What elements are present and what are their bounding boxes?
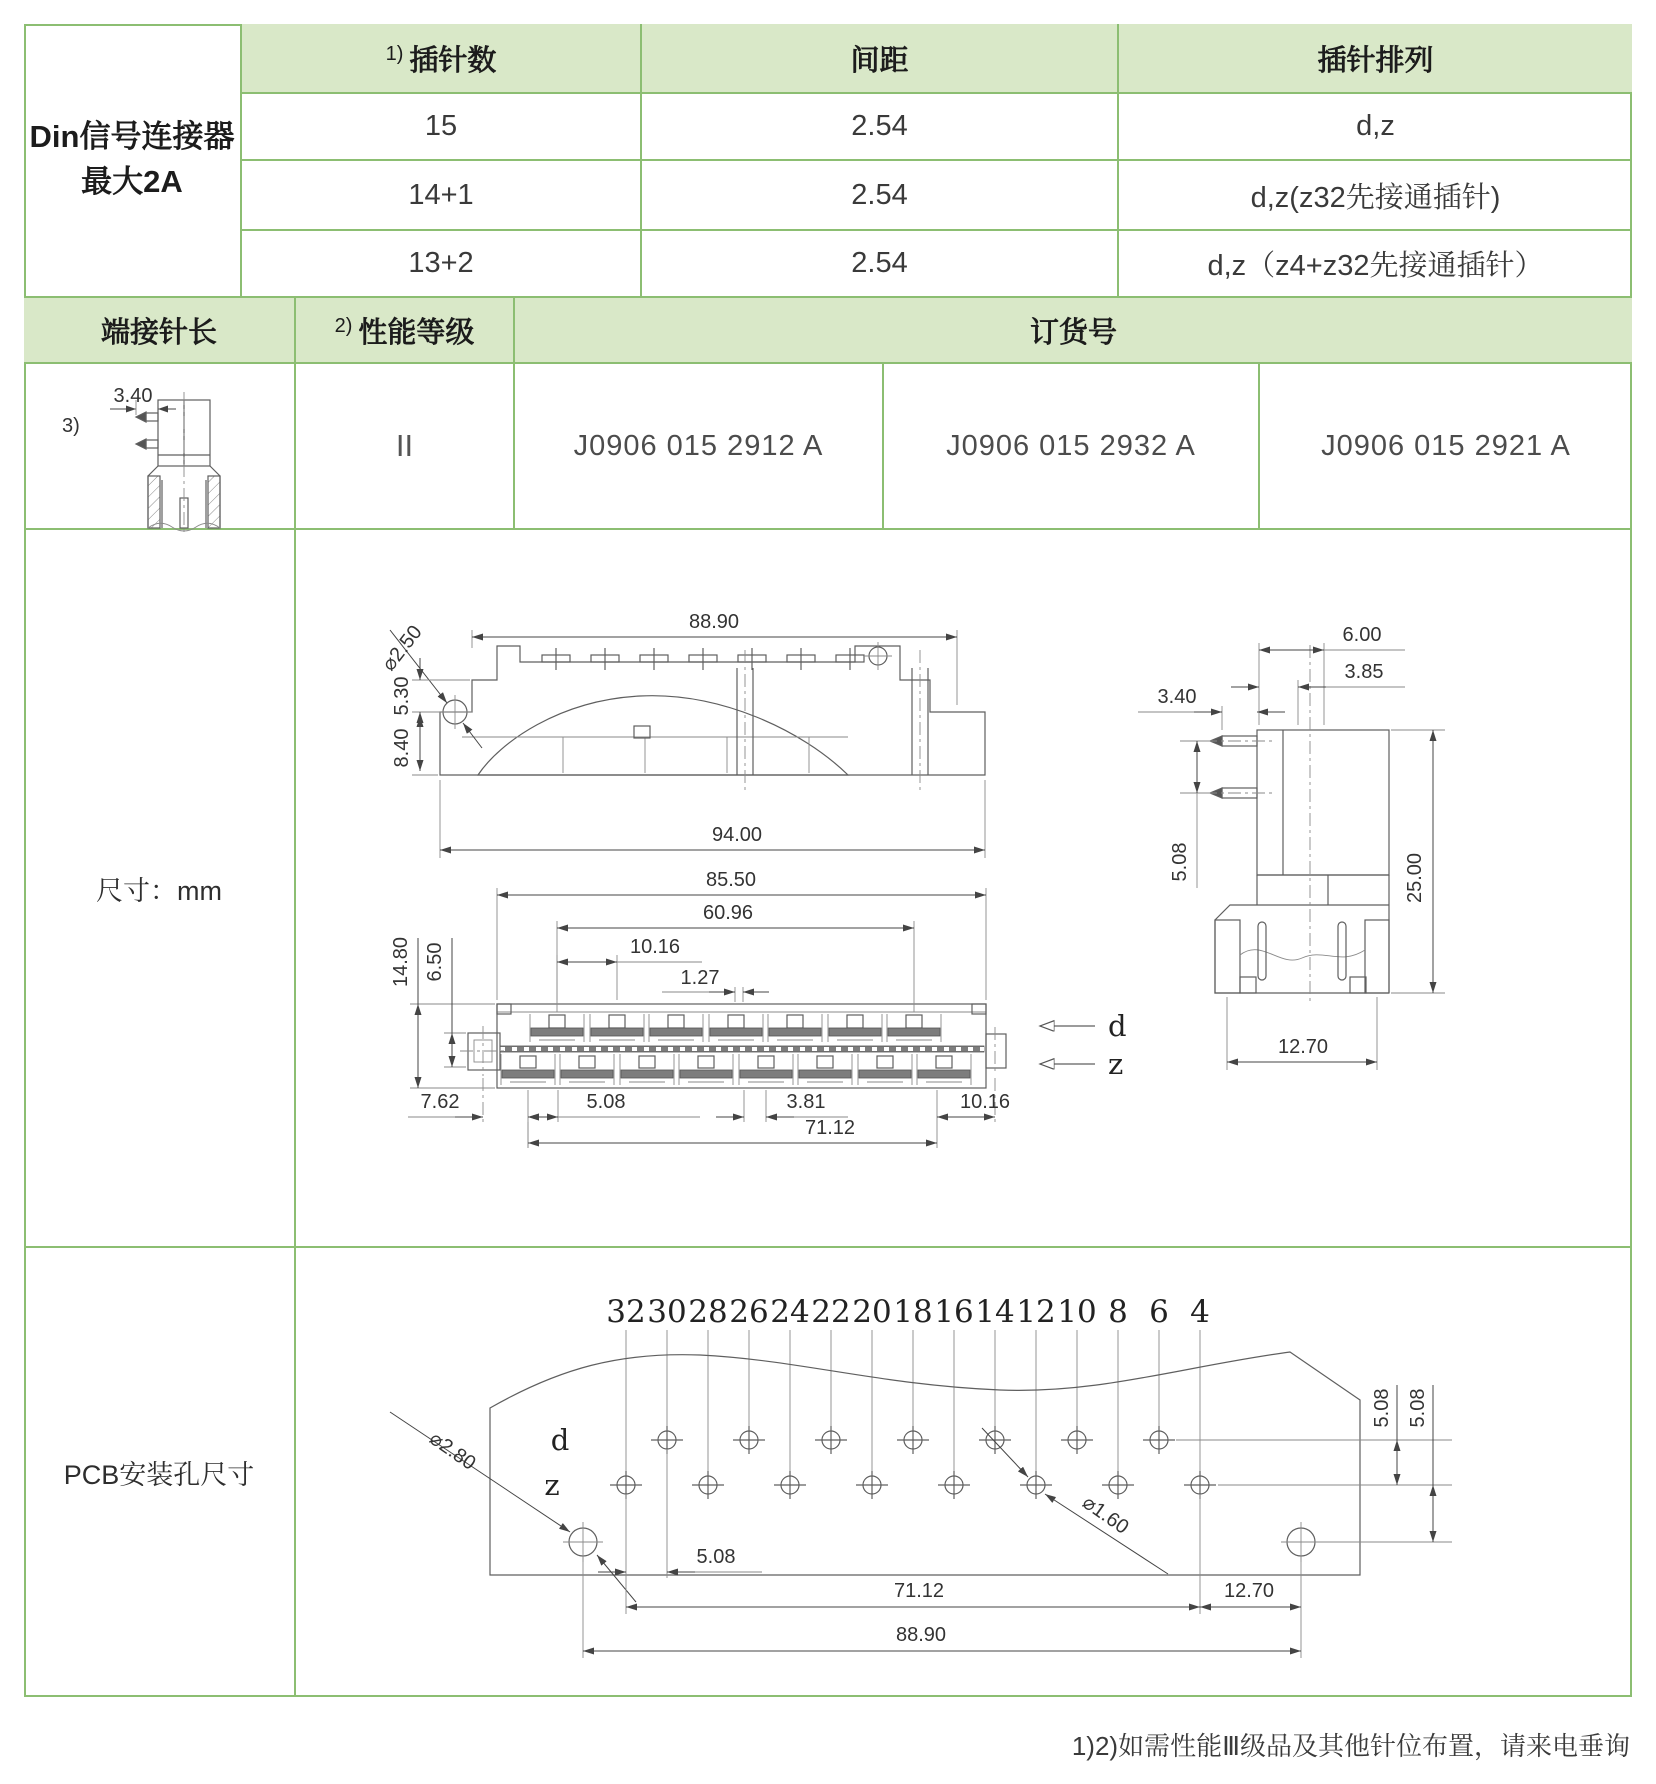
svg-text:25.00: 25.00 — [1404, 852, 1426, 904]
dim-10-16-bottom — [937, 1078, 1010, 1122]
svg-text:88.90: 88.90 — [895, 1624, 947, 1646]
dim-25-00 — [1391, 730, 1445, 993]
side-view-drawing — [378, 611, 985, 858]
header-pin-length-label: 端接针长 — [100, 316, 217, 349]
svg-text:3.40: 3.40 — [1157, 686, 1197, 708]
svg-text:16: 16 — [934, 1294, 974, 1330]
svg-text:⌀2.80: ⌀2.80 — [425, 1427, 480, 1475]
pcb-leader-lines — [626, 1330, 1200, 1485]
grade-cell — [296, 364, 515, 530]
svg-text:5.08: 5.08 — [586, 1091, 626, 1113]
pcb-section-label-cell — [24, 1248, 296, 1697]
order-number-cell: J0906 015 2932 A — [884, 364, 1260, 530]
svg-text:8: 8 — [1108, 1294, 1128, 1330]
svg-text:12.70: 12.70 — [1223, 1580, 1275, 1602]
svg-text:10.16: 10.16 — [629, 936, 681, 958]
dim-8-40 — [391, 716, 438, 775]
svg-text:26: 26 — [729, 1294, 769, 1330]
svg-text:22: 22 — [811, 1294, 851, 1330]
svg-text:24: 24 — [770, 1294, 810, 1330]
dim-dia-1-60 — [982, 1428, 1168, 1574]
svg-text:12.70: 12.70 — [1277, 1036, 1329, 1058]
dim-5-30 — [391, 658, 470, 734]
svg-text:5.30: 5.30 — [391, 676, 413, 716]
spec-row-pitch: 2.54 — [642, 231, 1119, 298]
pcb-row-d-label: d — [550, 1423, 570, 1457]
svg-text:30: 30 — [647, 1294, 687, 1330]
svg-text:85.50: 85.50 — [705, 869, 757, 891]
dim-12-70-end — [1227, 997, 1377, 1070]
header-arrangement-label: 插针排列 — [1317, 44, 1434, 77]
dim-1-27 — [662, 967, 769, 1002]
spec-row-pitch: 2.54 — [642, 161, 1119, 231]
svg-text:10: 10 — [1057, 1294, 1097, 1330]
header-pin-length — [24, 298, 296, 364]
dimension-drawings — [296, 530, 1632, 1248]
product-title-line2: 最大2A — [81, 164, 183, 199]
footnote-ref-1: 1) — [385, 42, 404, 65]
spec-row-pins: 14+1 — [242, 161, 642, 231]
footnote-ref-2: 2) — [334, 314, 353, 337]
svg-text:71.12: 71.12 — [893, 1580, 945, 1602]
dim-5-08-rows — [1176, 1385, 1452, 1542]
note-ref-3: 3) — [62, 415, 80, 437]
header-pitch-label: 间距 — [850, 44, 909, 77]
dim-5-08-end — [1169, 741, 1208, 888]
pin-length-body — [136, 400, 220, 531]
spec-row-pins: 15 — [242, 94, 642, 161]
svg-text:20: 20 — [852, 1294, 892, 1330]
footnote — [630, 1726, 1630, 1763]
pcb-pin-numbers — [606, 1294, 1210, 1330]
dim-5-08-pcb — [598, 1546, 762, 1572]
spec-row-pins: 13+2 — [242, 231, 642, 298]
order-number-cell: J0906 015 2912 A — [515, 364, 884, 530]
dim-88-90 — [472, 611, 957, 705]
svg-text:6.50: 6.50 — [424, 942, 446, 982]
spec-row-arrangement: d,z（z4+z32先接通插针） — [1119, 231, 1632, 298]
svg-text:28: 28 — [688, 1294, 728, 1330]
svg-text:d: d — [1108, 1009, 1127, 1043]
header-pitch — [642, 24, 1119, 94]
svg-text:94.00: 94.00 — [711, 824, 763, 846]
dim-60-96 — [557, 902, 914, 1012]
row-d-arrow — [1040, 1009, 1127, 1043]
svg-text:88.90: 88.90 — [688, 611, 740, 633]
pcb-section-label: PCB安装孔尺寸 — [63, 1460, 255, 1490]
grade-value: II — [395, 428, 414, 463]
product-title-cell — [24, 24, 242, 298]
header-order-no-label: 订货号 — [1029, 316, 1117, 349]
dim-3-40-end — [1138, 686, 1285, 730]
header-grade — [296, 298, 515, 364]
svg-text:6.00: 6.00 — [1342, 624, 1382, 646]
dim-94-00 — [440, 780, 985, 858]
dim-5-08-front — [528, 1090, 700, 1122]
dim-71-12-front — [528, 1117, 937, 1148]
dim-88-90-pcb — [583, 1624, 1301, 1651]
svg-text:⌀2.50: ⌀2.50 — [377, 621, 427, 676]
end-view-drawing — [1138, 624, 1445, 1070]
svg-text:z: z — [1108, 1047, 1124, 1081]
dim-6-50 — [424, 938, 466, 1067]
footnote-text: 1)2)如需性能Ⅲ级品及其他针位布置，请来电垂询 — [1071, 1731, 1630, 1761]
order-number-cell: J0906 015 2921 A — [1260, 364, 1632, 530]
spec-row-arrangement: d,z — [1119, 94, 1632, 161]
svg-text:3.81: 3.81 — [786, 1091, 826, 1113]
header-pin-count-label: 插针数 — [409, 44, 497, 77]
svg-text:3.85: 3.85 — [1344, 661, 1384, 683]
svg-text:14.80: 14.80 — [390, 936, 412, 988]
spec-row-arrangement: d,z(z32先接通插针) — [1119, 161, 1632, 231]
dims-section-label-cell — [24, 530, 296, 1248]
svg-text:12: 12 — [1016, 1294, 1056, 1330]
front-view-drawing — [390, 869, 1127, 1148]
svg-text:5.08: 5.08 — [1371, 1388, 1393, 1428]
svg-text:4: 4 — [1190, 1294, 1210, 1330]
dim-71-12-pcb — [626, 1580, 1200, 1607]
dim-label: 3.40 — [113, 385, 153, 407]
pcb-board-outline — [490, 1352, 1360, 1575]
svg-text:1.27: 1.27 — [680, 967, 720, 989]
dim-12-70-pcb — [1200, 1580, 1301, 1607]
svg-text:71.12: 71.12 — [804, 1117, 856, 1139]
pcb-hole-drawing — [296, 1248, 1632, 1697]
product-title-line1: Din信号连接器 — [29, 119, 235, 155]
header-grade-label: 性能等级 — [358, 316, 475, 349]
svg-text:5.08: 5.08 — [1407, 1388, 1429, 1428]
svg-text:5.08: 5.08 — [1169, 842, 1191, 882]
svg-text:10.16: 10.16 — [959, 1091, 1011, 1113]
pcb-holes — [563, 1426, 1321, 1562]
svg-text:18: 18 — [893, 1294, 933, 1330]
header-arrangement — [1119, 24, 1632, 94]
svg-text:14: 14 — [975, 1294, 1015, 1330]
svg-text:7.62: 7.62 — [420, 1091, 460, 1113]
svg-text:6: 6 — [1149, 1294, 1169, 1330]
svg-text:8.40: 8.40 — [391, 728, 413, 768]
dims-section-label: 尺寸：mm — [96, 875, 222, 906]
header-order-no — [515, 298, 1632, 364]
pin-length-drawing — [24, 364, 296, 530]
spec-row-pitch: 2.54 — [642, 94, 1119, 161]
pcb-row-z-label: z — [544, 1468, 560, 1502]
dim-85-50 — [497, 869, 986, 1000]
svg-text:⌀1.60: ⌀1.60 — [1078, 1491, 1133, 1539]
svg-text:60.96: 60.96 — [702, 902, 754, 924]
row-z-arrow — [1040, 1047, 1123, 1081]
dim-3-85 — [1231, 661, 1405, 725]
svg-text:5.08: 5.08 — [696, 1546, 736, 1568]
svg-text:32: 32 — [606, 1294, 646, 1330]
dim-dia-2-80 — [390, 1412, 636, 1602]
header-pin-count — [242, 24, 642, 94]
